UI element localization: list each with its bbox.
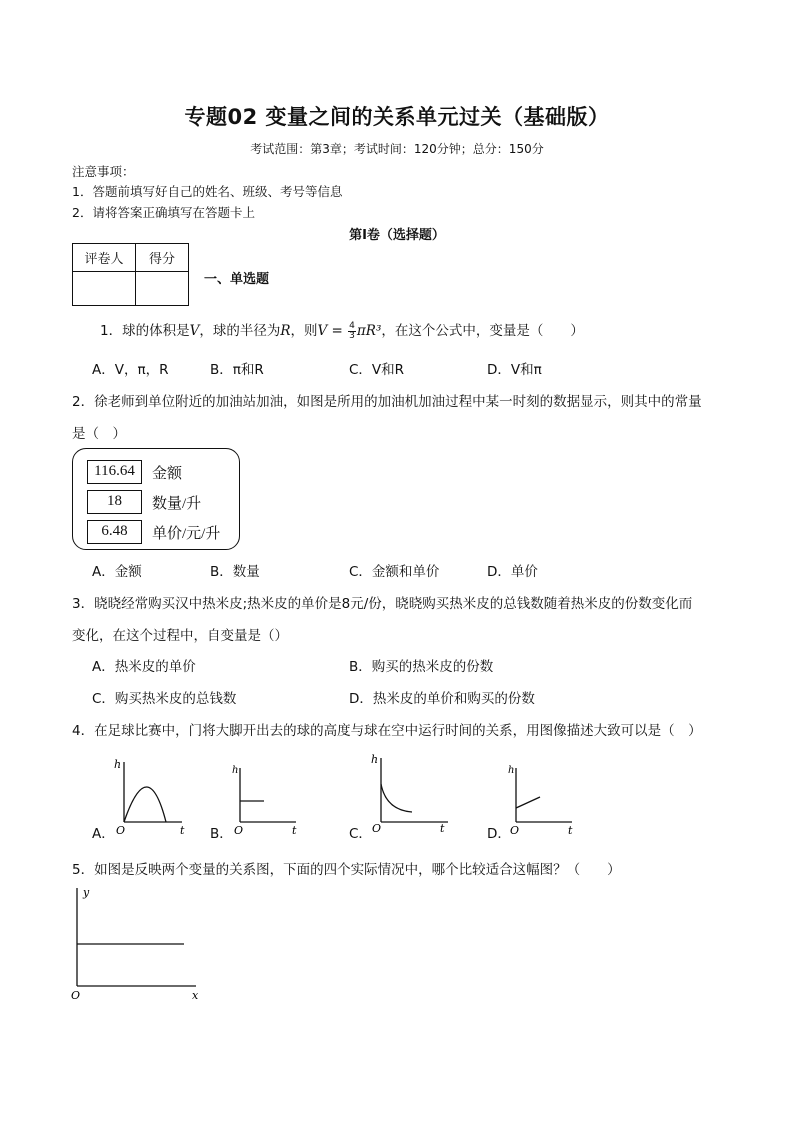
q1-var-v: V bbox=[189, 323, 200, 339]
axis-label-h: h bbox=[232, 765, 239, 776]
q4-option-b-label[interactable]: B． bbox=[210, 826, 233, 842]
question-3-stem: 3．晓晓经常购买汉中热米皮;热米皮的单价是8元/份，晓晓购买热米皮的总钱数随着热米皮的份数变化而 bbox=[72, 596, 693, 612]
question-1-stem bbox=[100, 320, 584, 342]
q4-graph-c[interactable] bbox=[364, 750, 454, 834]
grader-cell bbox=[73, 272, 136, 306]
axis-label-y: y bbox=[83, 886, 90, 899]
amount-value: 116.64 bbox=[87, 460, 142, 484]
fuel-pump-display bbox=[72, 448, 240, 550]
score-cell bbox=[136, 272, 189, 306]
question-2-stem: 2．徐老师到单位附近的加油站加油，如图是所用的加油机加油过程中某一时刻的数据显示，则其中的常量 bbox=[72, 394, 702, 410]
q5-graph bbox=[66, 882, 216, 1002]
q4-graph-a[interactable] bbox=[110, 756, 190, 836]
question-3-stem-cont: 变化，在这个过程中，自变量是（） bbox=[72, 628, 288, 644]
origin-label: O bbox=[71, 989, 81, 1002]
notes-item: 2．请将答案正确填写在答题卡上 bbox=[72, 205, 255, 220]
axis-label-h: h bbox=[114, 758, 122, 771]
notes-heading: 注意事项： bbox=[72, 164, 135, 179]
q1-option-a[interactable]: A．V，π，R bbox=[92, 362, 169, 378]
origin-label: O bbox=[234, 824, 244, 837]
axis-label-t: t bbox=[180, 824, 185, 836]
q2-option-a[interactable]: A．金额 bbox=[92, 564, 142, 580]
q1-text: ，球的半径为 bbox=[199, 323, 281, 339]
q1-formula-lhs: V bbox=[317, 323, 328, 339]
notes-item: 1．答题前填写好自己的姓名、班级、考号等信息 bbox=[72, 184, 343, 199]
q3-option-d[interactable]: D．热米皮的单价和购买的份数 bbox=[349, 691, 535, 707]
q3-option-c[interactable]: C．购买热米皮的总钱数 bbox=[92, 691, 237, 707]
amount-label: 金额 bbox=[152, 466, 183, 482]
axis-label-t: t bbox=[440, 822, 445, 834]
axis-label-t: t bbox=[568, 824, 573, 837]
origin-label: O bbox=[372, 822, 382, 834]
page-title: 专题02 变量之间的关系单元过关（基础版） bbox=[184, 105, 610, 129]
question-2-stem-cont: 是（ ） bbox=[72, 426, 126, 442]
q3-option-b[interactable]: B．购买的热米皮的份数 bbox=[349, 659, 494, 675]
q2-option-d[interactable]: D．单价 bbox=[487, 564, 538, 580]
q2-option-c[interactable]: C．金额和单价 bbox=[349, 564, 440, 580]
q4-option-d-label[interactable]: D． bbox=[487, 826, 511, 842]
q1-option-d[interactable]: D．V和π bbox=[487, 362, 542, 378]
q1-var-r: R bbox=[280, 323, 291, 339]
q4-option-a-label[interactable]: A． bbox=[92, 826, 115, 842]
q1-frac-den: 3 bbox=[349, 330, 355, 341]
axis-label-t: t bbox=[292, 824, 297, 837]
unit-price-label: 单价/元/升 bbox=[152, 526, 221, 542]
q1-text: 1．球的体积是 bbox=[100, 323, 190, 339]
quantity-value: 18 bbox=[87, 490, 142, 514]
origin-label: O bbox=[116, 824, 126, 836]
q3-option-a[interactable]: A．热米皮的单价 bbox=[92, 659, 196, 675]
axis-label-h: h bbox=[371, 753, 379, 766]
q4-graph-b[interactable] bbox=[226, 760, 306, 840]
axis-label-x: x bbox=[192, 989, 199, 1002]
exam-info: 考试范围：第3章；考试时间：120分钟；总分：150分 bbox=[250, 142, 544, 156]
q1-frac-num: 4 bbox=[349, 320, 355, 331]
q4-option-c-label[interactable]: C． bbox=[349, 826, 372, 842]
q1-text: ，在这个公式中，变量是（ ） bbox=[381, 323, 584, 339]
q4-graph-d[interactable] bbox=[502, 760, 582, 840]
q1-formula-rhs: πR³ bbox=[356, 323, 382, 339]
grader-header: 评卷人 bbox=[73, 244, 136, 272]
q1-fraction bbox=[348, 322, 356, 341]
question-4-stem: 4．在足球比赛中，门将大脚开出去的球的高度与球在空中运行时间的关系，用图像描述大致可以是（ ） bbox=[72, 723, 702, 739]
q1-option-c[interactable]: C．V和R bbox=[349, 362, 405, 378]
part-heading: 一、单选题 bbox=[204, 272, 270, 287]
q1-text: ，则 bbox=[290, 323, 318, 339]
volume-title: 第I卷（选择题） bbox=[349, 228, 445, 243]
origin-label: O bbox=[510, 824, 520, 837]
q1-formula-eq: = bbox=[327, 323, 348, 339]
unit-price-value: 6.48 bbox=[87, 520, 142, 544]
score-header: 得分 bbox=[136, 244, 189, 272]
q2-option-b[interactable]: B．数量 bbox=[210, 564, 260, 580]
grader-table bbox=[72, 243, 189, 306]
axis-label-h: h bbox=[508, 765, 515, 776]
q1-option-b[interactable]: B．π和R bbox=[210, 362, 264, 378]
quantity-label: 数量/升 bbox=[152, 496, 202, 512]
question-5-stem: 5．如图是反映两个变量的关系图，下面的四个实际情况中，哪个比较适合这幅图？（ ） bbox=[72, 862, 621, 878]
